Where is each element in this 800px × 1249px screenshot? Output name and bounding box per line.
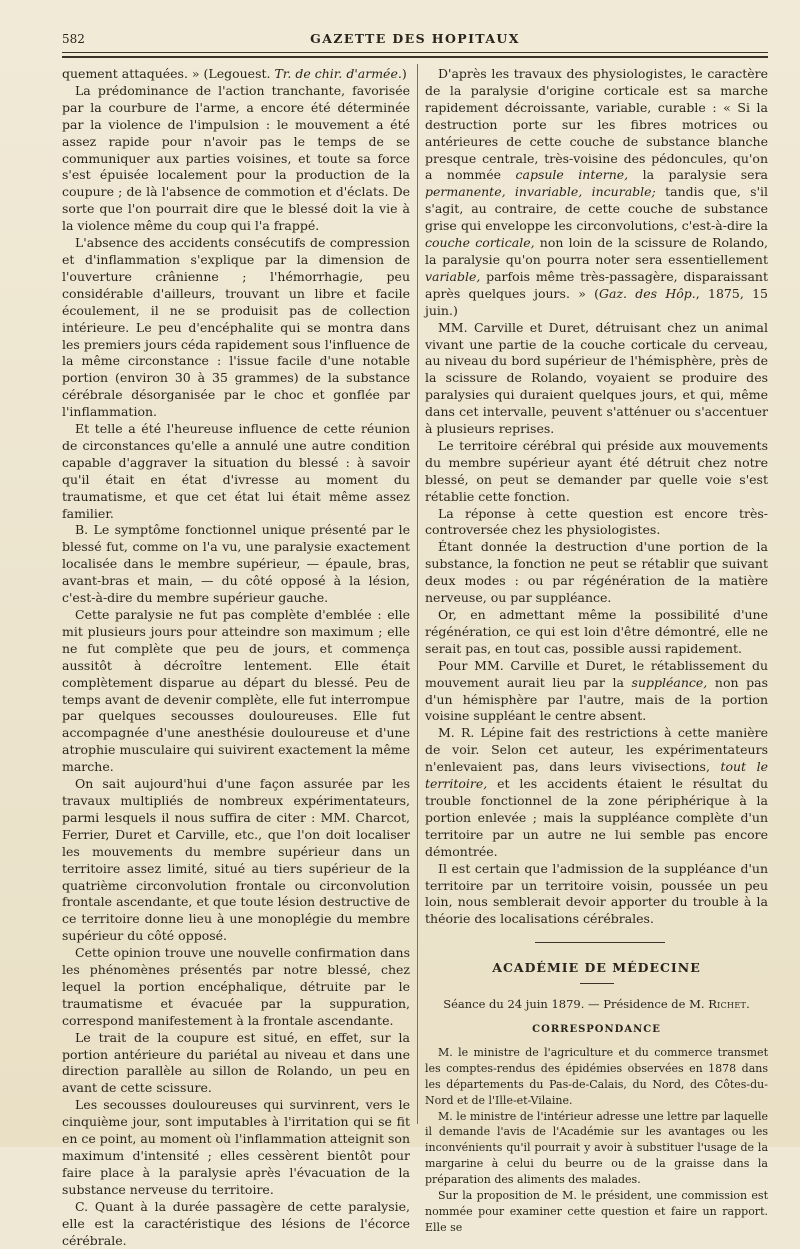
left-column xyxy=(62,66,410,1249)
session-line: Séance du 24 juin 1879. — Présidence de M. Richet. xyxy=(443,997,750,1012)
paragraph: MM. Carville et Duret, détruisant chez un animal vivant une partie de la couche corticale du cerveau, au niveau du bord supérieur de l'hémisphère, près de la scissure de Rolando, voyaient se produire des paralysies qui duraient quelques jours, et qui, même dans cet intervalle, peuvent s'atténuer ou s'accentuer à plusieurs reprises. xyxy=(425,319,768,437)
correspondence-block xyxy=(425,1045,768,1236)
page-header xyxy=(62,30,768,52)
paragraph: D'après les travaux des physiologistes, le caractère de la paralysie d'origine corticale est sa marche rapidement décroissante, variable, curable : « Si la destruction porte sur les fibres motrices ou antérieures de cette couche de substance blanche presque centrale, très-voisine des pédoncules, qu'on a nommée capsule interne, la paralysie sera permanente, invariable, incurable; tandis que, s'il s'agit, au contraire, de cette couche de substance grise qui enveloppe les circonvolutions, c'est-à-dire la couche corticale, non loin de la scissure de Rolando, la paralysie qu'on pourra noter sera essentiellement variable, parfois même très-passagère, disparaissant après quelques jours. » (Gaz. des Hôp., 1875, 15 juin.) xyxy=(425,66,769,318)
short-rule xyxy=(580,983,614,984)
section-separator xyxy=(425,938,768,948)
paragraph: Étant donnée la destruction d'une portion de la substance, la fonction ne peut se rétablir que suivant deux modes : ou par régénération de la matière nerveuse, ou par suppléance. xyxy=(425,539,768,606)
paragraph: Or, en admettant même la possibilité d'une régénération, ce qui est loin d'être démontré, elle ne serait pas, en tout cas, possible aussi rapidement. xyxy=(425,607,768,656)
paragraph: Il est certain que l'admission de la suppléance d'un territoire par un territoire voisin, poussée un peu loin, nous semblerait devoir apporter du trouble à la théorie des localisations cérébrales. xyxy=(425,860,768,927)
paragraph: La réponse à cette question est encore très-controversée chez les physiologistes. xyxy=(425,505,768,538)
paragraph: Le trait de la coupure est situé, en effet, sur la portion antérieure du pariétal au niveau et dans une direction parallèle au sillon de Rolando, un peu en avant de cette scissure. xyxy=(62,1029,410,1096)
paragraph: Sur la proposition de M. le président, une commission est nommée pour examiner cette question et faire un rapport. Elle se xyxy=(425,1189,768,1234)
header-rule-thick xyxy=(62,56,768,58)
paragraph: M. le ministre de l'intérieur adresse une lettre par laquelle il demande l'avis de l'Académie sur les avantages ou les inconvénients qu'il pourrait y avoir à substituer l'usage de la margarine à celui du beurre ou de la graisse dans la préparation des aliments des malades. xyxy=(425,1109,768,1187)
header-rule xyxy=(62,52,768,53)
paragraph: La prédominance de l'action tranchante, favorisée par la courbure de l'arme, a encore été déterminée par la violence de l'impulsion : le mouvement a été assez rapide pour n'avoir pas le temps de se communiquer aux parties voisines, et toute sa force s'est épuisée localement pour la production de la coupure ; de là l'absence de commotion et d'éclats. De sorte que l'on pourrait dire que le blessé doit la vie à la violence même du coup qui l'a frappé. xyxy=(62,82,410,234)
section-title: ACADÉMIE DE MÉDECINE xyxy=(492,960,701,976)
paragraph: Les secousses douloureuses qui survinrent, vers le cinquième jour, sont imputables à l'irritation qui se fit en ce point, au moment où l'inflammation atteignit son maximum d'intensité ; elles cessèrent bientôt pour faire place à la paralysie après l'évacuation de la substance nerveuse du territoire. xyxy=(62,1097,410,1197)
paragraph: Cette paralysie ne fut pas complète d'emblée : elle mit plusieurs jours pour atteindre son maximum ; elle ne fut complète que peu de jours, et commença aussitôt à décroître lentement. Elle était complètement disparue au départ du blessé. Peu de temps avant de devenir complète, elle fut interrompue par quelques secousses douloureuses. Elle fut accompagnée d'une anesthésie douloureuse et d'une atrophie musculaire qui suivirent exactement la même marche. xyxy=(62,607,410,775)
right-column xyxy=(425,66,768,1236)
page-number: 582 xyxy=(62,32,85,46)
paragraph: L'absence des accidents consécutifs de compression et d'inflammation s'explique par la dimension de l'ouverture crânienne ; l'hémorrhagie, peu considérable d'ailleurs, trouvant un libre et facile écoulement, il ne se produisit pas de collection intérieure. Le peu d'encéphalite qui se montra dans les premiers jours céda rapidement sous l'influence de la même circonstance : l'issue facile d'une notable portion (environ 30 à 35 grammes) de la substance cérébrale désorganisée par le choc et gonflée par l'inflammation. xyxy=(62,235,410,420)
separator-line xyxy=(535,942,665,943)
paragraph: On sait aujourd'hui d'une façon assurée par les travaux multipliés de nombreux expérimentateurs, parmi lesquels il nous suffira de citer : MM. Charcot, Ferrier, Duret et Carville, etc., que l'on doit localiser les mouvements du membre supérieur dans un territoire assez limité, situé au tiers supérieur de la quatrième circonvolution frontale ou circonvolution frontale ascendante, et que toute lésion destructive de ce territoire donne lieu à une monoplégie du membre supérieur du côté opposé. xyxy=(62,776,410,944)
paragraph: Cette opinion trouve une nouvelle confirmation dans les phénomènes présentés par notre blessé, chez lequel la portion encéphalique, détruite par le traumatisme et évacuée par la suppuration, correspond manifestement à la frontale ascendante. xyxy=(62,945,410,1028)
paragraph: Pour MM. Carville et Duret, le rétablissement du mouvement aurait lieu par la suppléance, non pas d'un hémisphère par l'autre, mais de la portion voisine suppléant le centre absent. xyxy=(425,657,768,724)
subsection-title: CORRESPONDANCE xyxy=(532,1024,661,1036)
journal-title: GAZETTE DES HOPITAUX xyxy=(310,31,520,46)
paragraph: quement attaquées. » (Legouest. Tr. de chir. d'armée.) xyxy=(62,66,407,81)
paragraph: B. Le symptôme fonctionnel unique présenté par le blessé fut, comme on l'a vu, une paralysie exactement localisée dans le membre supérieur, — épaule, bras, avant-bras et main, — du côté opposé à la lésion, c'est-à-dire du membre supérieur gauche. xyxy=(62,522,410,606)
paragraph: Et telle a été l'heureuse influence de cette réunion de circonstances qu'elle a annulé une autre condition capable d'aggraver la situation du blessé : à savoir qu'il était en état d'ivresse au moment du traumatisme, et que cet état lui était même assez familier. xyxy=(62,421,410,521)
column-divider xyxy=(417,64,418,1124)
paragraph: Le territoire cérébral qui préside aux mouvements du membre supérieur ayant été détruit chez notre blessé, on peut se demander par quelle voie s'est rétablie cette fonction. xyxy=(425,437,768,504)
paragraph: M. le ministre de l'agriculture et du commerce transmet les comptes-rendus des épidémies observées en 1878 dans les départements du Pas-de-Calais, du Nord, des Côtes-du-Nord et de l'Ille-et-Vilaine. xyxy=(425,1045,768,1107)
paragraph: M. R. Lépine fait des restrictions à cette manière de voir. Selon cet auteur, les expérimentateurs n'enlevaient pas, dans leurs vivisections, tout le territoire, et les accidents étaient le résultat du trouble fonctionnel de la zone périphérique à la portion enlevée ; mais la suppléance complète d'un territoire par un autre ne lui semble pas encore démontrée. xyxy=(425,725,768,859)
paragraph: C. Quant à la durée passagère de cette paralysie, elle est la caractéristique des lésions de l'écorce cérébrale. xyxy=(62,1198,410,1248)
